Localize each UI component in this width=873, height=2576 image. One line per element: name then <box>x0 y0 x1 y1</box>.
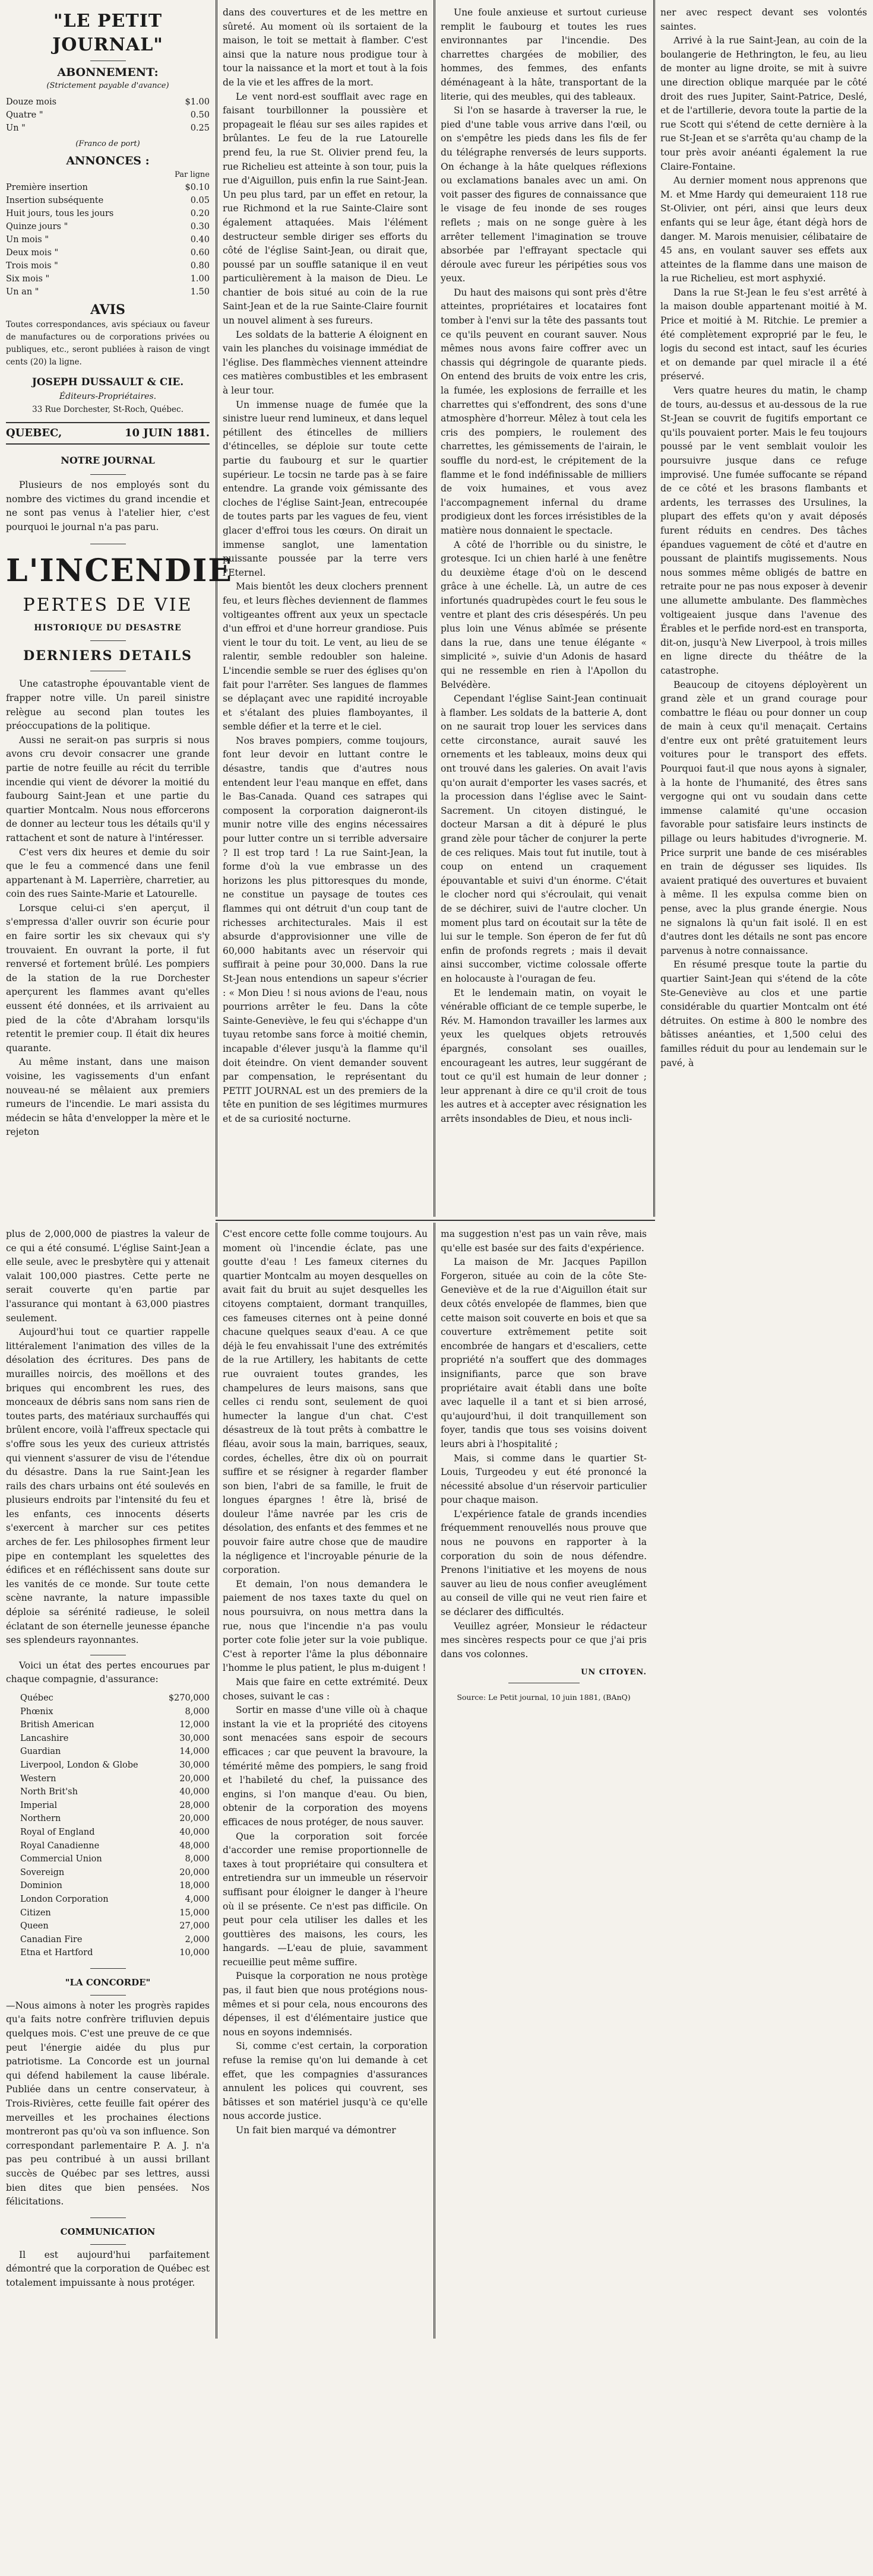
paper-title: "LE PETIT JOURNAL" <box>52 11 163 55</box>
article-paragraph: plus de 2,000,000 de piastres la valeur de ce qui a été consumé. L'église Saint-Jean a elle seule, avec le presbytère qui y attenait valait 100,000 piastres. Cette perte ne serait couverte qu'en partie par l'assurance qui montant à 63,000 piastres seulement. <box>6 1229 210 1324</box>
column-rule <box>434 0 435 1217</box>
table-row: Liverpool, London & Globe 30,000 <box>20 1760 210 1770</box>
article-paragraph: Dans la rue St-Jean le feu s'est arrêté à la maison double appartenant moitié à M. Price et moitié à M. Ritchie. Le premier a été complètement exproprié par le feu, le logis du second est intact, sauf les écuries et on demande par quel miracle il a été préservé. <box>660 287 867 382</box>
dateline-city: QUEBEC, <box>6 427 62 439</box>
article-paragraph: Si l'on se hasarde à traverser la rue, le pied d'une table vous arrive dans l'œil, ou on s'empêtre les pieds dans les fils de fer du télégraphe renversés de leurs supports. On échange à la hâte quelques réflexions ou exclamations banales avec un ami. On voit passer des figures de connaissance que le visage de feu inonde de ses rouges reflets ; mais on ne songe guère à les arrêter tellement l'imagination se trouve absorbée par l'effrayant spectacle qui déroule avec fureur les péripéties sous vos yeux. <box>441 105 647 284</box>
table-row: Western 20,000 <box>20 1774 210 1784</box>
column-3 <box>441 6 647 1217</box>
article-paragraph: C'est vers dix heures et demie du soir que le feu a commencé dans une fenil appartenant à M. Laperrière, charretier, au coin des rues Sainte-Marie et Latourelle. <box>6 846 210 900</box>
source-credit: Source: Le Petit journal, 10 juin 1881, (BAnQ) <box>457 1693 631 1702</box>
article-paragraph: ner avec respect devant ses volontés saintes. <box>660 7 867 32</box>
rate-row: Insertion subséquente 0.05 <box>6 196 210 205</box>
article-paragraph: dans des couvertures et de les mettre en sûreté. Au moment où ils sortaient de la maison, le toit se mettait à flamber. C'est ainsi que la nature nous prodigue tour à tour la naissance et la mort et tout à la fois de la vie et les affres de la mort. <box>223 7 428 88</box>
communication-paragraph: C'est encore cette folle comme toujours. Au moment où l'incendie éclate, pas une goutte d'eau ! Les fameux citernes du quartier Montcalm au moyen desquelles on avait fait du bruit au sujet desquelles les citoyens comptaient, dormant tranquilles, ces fameuses citernes ont à peine donné chacune quelques seaux d'eau. A ce que déjà le feu envahissait l'une des extrémités de la rue Artillery, les habitants de cette rue ouvraient toutes grandes, les champelures de leurs maisons, sans que celles ci rendu sont, seulement de quoi humecter la langue d'un chat. C'est désastreux de là tout prêts à combattre le fléau, avoir sous la main, barriques, seaux, cordes, échelles, être dix où on pourrait suffire et se résigner à regarder flamber son bien, l'abri de sa famille, le fruit de longues épargnes ! être là, brisé de douleur l'âme navrée par les cris de désolation, des enfants et des femmes et ne pouvoir faire autre chose que de maudire la négligence et l'incroyable pénurie de la corporation. <box>223 1229 428 1576</box>
article-paragraph: Vers quatre heures du matin, le champ de tours, au-dessus et au-dessous de la rue St-Jean se couvrit de fugitifs emportant ce qu'ils pouvaient porter. Mais le feu toujours poussé par le vent semblait vouloir les poursuivre jusque dans ce refuge improvisé. Une fumée suffocante se répand de ce côté et les brasons flambants et ardents, les terrasses des Ursulines, la plupart des effets qu'on y avait déposés furent réduits en cendres. Des tâches épandues vaguement de côté et d'autre en poussant de plaintifs mugissements. Nous nous sommes même obligés de battre en retraite pour ne pas nous exposer à devenir une allumette ambulante. Des flammèches voltigeaient jusque dans l'avenue des Érables et le perfide nord-est en transporta, dit-on, jusqu'à New Liverpool, à trois milles en ligne directe du théâtre de la catastrophe. <box>660 385 867 676</box>
publisher-address: 33 Rue Dorchester, St-Roch, Québec. <box>32 405 184 414</box>
communication-heading: COMMUNICATION <box>60 2226 156 2237</box>
rate-row: Deux mois " 0.60 <box>6 248 210 258</box>
column-rule <box>434 1223 435 2339</box>
article-paragraph: Cependant l'église Saint-Jean continuait à flamber. Les soldats de la batterie A, dont on ne saurait trop louer les services dans cette circonstance, aurait sauvé les ornements et les tableaux, moins deux qui ont trouvé dans les galeries. On avait l'avis qu'on aurait d'emporter les vases sacrés, et la procession dans l'église avec le Saint-Sacrement. Un citoyen distingué, le docteur Marsan a dit à dépuré le plus grand zèle pour tâcher de conjurer la perte de ces reliques. Mais tout fut inutile, tout à coup on entend un craquement épouvantable et suivi d'un énorme. C'était le clocher nord qui s'écroulait, qui venait de se déchirer, suivi de l'autre clocher. Un moment plus tard on écoutait sur la tête de lui sur le temple. Son éperon de fer fut dû enfin de profonds regrets ; mais il devait ainsi succomber, victime colossale offerte en holocauste à l'ouragan de feu. <box>441 693 647 984</box>
article-subheading-2: DERNIERS DETAILS <box>23 648 192 664</box>
column-3-lower <box>441 1227 647 1821</box>
column-4 <box>660 6 867 1217</box>
table-row: Queen 27,000 <box>20 1921 210 1931</box>
la-concorde-heading: "LA CONCORDE" <box>65 1977 151 1988</box>
article-paragraph: Et le lendemain matin, on voyait le vénérable officiant de ce temple superbe, le Rév. M. Hamondon travailler les larmes aux yeux les quelques objets retrouvés épargnés, consolant ses ouailles, encourageant les autres, leur suggérant de tout ce qu'il est humain de leur donner ; leur apprenant à dire ce qu'il croit de tous les autres et à accepter avec résignation les arrêts insondables de Dieu, et nous incli- <box>441 987 647 1124</box>
table-row: Commercial Union 8,000 <box>20 1854 210 1864</box>
masthead <box>6 9 210 92</box>
table-row: Canadian Fire 2,000 <box>20 1934 210 1944</box>
communication-paragraph: Un fait bien marqué va démontrer <box>236 2125 396 2136</box>
table-row: London Corporation 4,000 <box>20 1894 210 1904</box>
rate-row: Douze mois $1.00 <box>6 97 210 107</box>
article-paragraph: Mais bientôt les deux clochers prennent feu, et leurs flèches deviennent de flammes voltigeantes offrent aux yeux un spectacle d'un effroi et d'une horreur grandiose. Puis vient le tour du toit. Le vent, au lieu de se ralentir, semble redoubler son haleine. L'incendie semble se ruer des églises qu'on fait pour l'arrêter. Ses langues de flammes se déplaçant avec une rapidité incroyable et s'étalant des pluies flamboyantes, il semble défier et la terre et le ciel. <box>223 581 428 732</box>
column-2 <box>223 6 428 1217</box>
signature: UN CITOYEN. <box>581 1668 647 1677</box>
communication-text: Il est aujourd'hui parfaitement démontré que la corporation de Québec est totalement impuissante à nous protéger. <box>6 2249 210 2288</box>
table-row: Phœnix 8,000 <box>20 1706 210 1717</box>
column-rule <box>216 0 217 1217</box>
table-row: Guardian 14,000 <box>20 1747 210 1757</box>
communication-paragraph: Veuillez agréer, Monsieur le rédacteur mes sincères respects pour ce que j'ai pris dans vos colonnes. <box>441 1620 647 1660</box>
rate-row: Huit jours, tous les jours 0.20 <box>6 209 210 218</box>
la-concorde-text: —Nous aimons à noter les progrès rapides qu'a faits notre confrère trifluvien depuis quelques mois. C'est une preuve de ce que peut l'énergie aidée du plus pur patriotisme. La Concorde est un journal qui défend habilement la cause libérale. Publiée dans un centre conservateur, à Trois-Rivières, cette feuille fait opérer des merveilles et les prochaines élections montreront pas qu'où va son influence. Son correspondant parlementaire P. A. J. n'a pas peu contribué à un aussi brillant succès de Québec par ses lettres, aussi bien dites que bien pensées. Nos félicitations. <box>6 2000 210 2207</box>
table-row: Citizen 15,000 <box>20 1908 210 1918</box>
avis-text: Toutes correspondances, avis spéciaux ou faveur de manufactures ou de corporations privées ou publiques, etc., seront publiées à raison de vingt cents (20) la ligne. <box>6 320 210 367</box>
annonces-heading: ANNONCES : <box>66 154 150 167</box>
article-paragraph: Lorsque celui-ci s'en aperçut, il s'empressa d'aller ouvrir son écurie pour en faire sortir les six chevaux qui s'y trouvaient. En ouvrant la porte, il fut renversé et fortement brûlé. Les pompiers de la station de la rue Dorchester aperçurent les flammes avant qu'elles eussent été données, et ils arrivaient au pied de la côte d'Abraham lorsqu'ils retentit le premier coup. Il était dix heures quarante. <box>6 902 210 1054</box>
article-paragraph: Beaucoup de citoyens déployèrent un grand zèle et un grand courage pour combattre le fléau ou pour donner un coup de main à ceux qu'il menaçait. Certains d'entre eux ont prêté gratuitement leurs voitures pour le transport des effets. Pourquoi faut-il que nous ayons à signaler, à la honte de l'humanité, des êtres sans vergogne qui ont vu soudain dans cette immense calamité qu'une occasion favorable pour satisfaire leurs instincts de pillage ou leurs habitudes d'ivrognerie. M. Price surprit une bande de ces misérables en train de dégusser ses liquides. Ils avaient pratiqué des ouvertures et buvaient à même. Il les expulsa comme bien on pense, avec la plus grande énergie. Nous ne signalons là qu'un fait isolé. Il en est d'autres dont les détails ne sont pas encore parvenus à notre connaissance. <box>660 679 867 956</box>
communication-paragraph: L'expérience fatale de grands incendies fréquemment renouvellés nous prouve que nous ne pouvons en rapporter à la corporation du soin de nous défendre. Prenons l'initiative et les moyens de nous sauver au lieu de nous confier aveuglément au conseil de ville qui ne veut rien faire et se déclarer des difficultés. <box>441 1508 647 1618</box>
table-row: Etna et Hartford 10,000 <box>20 1948 210 1958</box>
article-paragraph: Le vent nord-est soufflait avec rage en faisant tourbillonner la poussière et propageait le fléau sur ses ailes rapides et brûlantes. Le feu de la rue Latourelle prend feu, la rue St. Olivier prend feu, la rue Richelieu est atteinte à son tour, puis la rue d'Aiguillon, puis enfin la rue Saint-Jean. Un peu plus tard, par un effet en retour, la rue Richmond et la rue Sainte-Claire sont également attaquées. Mais l'élément destructeur semble diriger ses efforts du côté de l'église Saint-Jean, ou dirait que, poussé par un souffle satanique il en veut particulièrement à la maison de Dieu. Le chantier de bois situé au coin de la rue Saint-Jean et de la rue Sainte-Claire fournit un nouvel aliment à ses fureurs. <box>223 91 428 326</box>
rate-row: Six mois " 1.00 <box>6 274 210 284</box>
dateline <box>6 422 210 445</box>
table-row: Imperial 28,000 <box>20 1800 210 1810</box>
notre-journal-text: Plusieurs de nos employés sont du nombre des victimes du grand incendie et ne sont pas venus à l'atelier hier, c'est pourquoi le journal n'a pas paru. <box>6 480 210 532</box>
table-row: Québec $270,000 <box>20 1693 210 1703</box>
publisher-name: JOSEPH DUSSAULT & CIE. <box>31 376 184 388</box>
article-paragraph: Les soldats de la batterie A éloignent en vain les planches du voisinage immédiat de l'église. Des flammèches viennent atteindre ces matières combustibles et les embrasent à leur tour. <box>223 329 428 396</box>
article-paragraph: Un immense nuage de fumée que la sinistre lueur rend lumineux, et dans lequel pétillent des étincelles de milliers d'étincelles, se déploie sur toute cette partie du faubourg et sur le quartier supérieur. Le tocsin ne tarde pas à se faire entendre. La grande voix gémissante des cloches de l'église Saint-Jean, entrecoupée de toutes parts par les vagues de feu, vient glacer d'effroi tous les cœurs. On dirait un immense sanglot, une lamentation puissante poussée par la terre vers l'Eternel. <box>223 399 428 578</box>
column-1-lower <box>6 1227 210 2288</box>
notre-journal-heading: NOTRE JOURNAL <box>61 455 155 466</box>
article-paragraph: Aussi ne serait-on pas surpris si nous avons cru devoir consacrer une grande partie de notre feuille au récit du terrible incendie qui vient de dévorer la moitié du faubourg Saint-Jean et une partie du quartier Montcalm. Nous nous efforcerons de donner au lecteur tous les détails qu'il y rattachent et sont de nature à l'intéresser. <box>6 734 210 843</box>
communication-paragraph: Sortir en masse d'une ville où à chaque instant la vie et la propriété des citoyens sont menacées sans espoir de secours efficaces ; car que peuvent la bravoure, la témérité même des pompiers, le sang froid et l'habileté du chef, la puissance des engins, si l'on manque d'eau. Ou bien, obtenir de la corporation des moyens efficaces de nous protéger, de nous sauver. <box>223 1705 428 1828</box>
table-row: Northern 20,000 <box>20 1814 210 1824</box>
table-row: British American 12,000 <box>20 1720 210 1730</box>
article-subtitle: PERTES DE VIE <box>23 595 193 616</box>
table-row: Dominion 18,000 <box>20 1881 210 1891</box>
section-rule <box>216 1220 655 1221</box>
article-paragraph: Arrivé à la rue Saint-Jean, au coin de la boulangerie de Hethrington, le feu, au lieu de monter au ligne droite, se mit à suivre une direction oblique marquée par le côté droit des rues Jupiter, Saint-Patrice, Deslé, et de l'artillerie, devora toute la partie de la rue Scott qui s'étend de cette dernière à la rue St-Jean et se s'arrêta qu'au champ de la tour près avoir anéanti également la rue Claire-Fontaine. <box>660 35 867 172</box>
table-row: Sovereign 20,000 <box>20 1867 210 1877</box>
rate-row: Trois mois " 0.80 <box>6 261 210 271</box>
article-paragraph: A côté de l'horrible ou du sinistre, le grotesque. Ici un chien harlé à une fenêtre du deuxième étage d'où on le descend grâce à une échelle. Là, un autre de ces infortunés quadrupèdes court le feu sous le ventre et plant des cris désespérés. Un peu plus loin une Vénus abîmée se présente dans la rue, dans une tenue élégante « simplicité », suivie d'un Adonis de hasard qui ne ressemble en rien à l'Apollon du Belvédère. <box>441 539 647 690</box>
rate-row: Un an " 1.50 <box>6 287 210 297</box>
article-paragraph: Nos braves pompiers, comme toujours, font leur devoir en luttant contre le désastre, tandis que d'autres nous entendent leur l'eau manque en effet, dans le Bas-Canada. Quand ces satrapes qui composent la corporation daigneront-ils munir notre ville des engins nécessaires pour lutter contre un si terrible adversaire ? Il est trop tard ! La rue Saint-Jean, la forme d'où la vue embrasse un des horizons les plus pittoresques du monde, ne constitue un paysage de toutes ces flammes qui ont détruit d'un coup tant de richesses architecturales. Mais il est absurde d'approvisionner une ville de 60,000 habitants avec un réservoir qui suffirait à peine pour 30,000. Dans la rue St-Jean nous entendions un sapeur s'écrier : « Mon Dieu ! si nous avions de l'eau, nous pourrions arrêter le feu. Dans la côte Sainte-Geneviève, le feu qui s'échappe d'un tuyau retombe sans force à moitié chemin, incapable d'élever jusqu'à la flamme qu'il doit éteindre. On vient demander souvent par compensation, le représentant du PETIT JOURNAL est un des premiers de la tête en punition de ses légitimes murmures et de sa curiosité nocturne. <box>223 735 428 1124</box>
communication-paragraph: Si, comme c'est certain, la corporation refuse la remise qu'on lui demande à cet effet, que les compagnies d'assurances annulent les polices qui couvrent, ses bâtisses et son matériel jusqu'à ce qu'elle nous accorde justice. <box>223 2041 428 2122</box>
communication-paragraph: Et demain, l'on nous demandera le paiement de nos taxes taxte du quel on nous poursuivra, on nous mettra dans la rue, nous que l'incendie n'a pas voulu porter cote folie jeter sur la voie publique. C'est à reporter l'âme la plus débonnaire l'homme le plus patient, le plus m-duigent ! <box>223 1578 428 1674</box>
article-paragraph: En résumé presque toute la partie du quartier Saint-Jean qui s'étend de la côte Ste-Geneviève au clos et une partie considérable du quartier Montcalm ont été détruites. On estime à 800 le nombre des bâtisses anéanties, et 1,500 celui des familles réduit du pour au lendemain sur le pavé, à <box>660 959 867 1068</box>
publisher-role: Éditeurs-Propriétaires. <box>59 392 157 401</box>
communication-paragraph: Mais, si comme dans le quartier St-Louis, Turgeodeu y eut été prononcé la nécessité absolue d'un réservoir particulier pour chaque maison. <box>441 1452 647 1506</box>
column-rule <box>653 0 655 1217</box>
table-row: Royal Canadienne 48,000 <box>20 1841 210 1851</box>
communication-paragraph: La maison de Mr. Jacques Papillon Forgeron, située au coin de la côte Ste-Geneviève et de la rue d'Aiguillon était sur deux côtés envelopée de flammes, bien que cette maison soit couverte en bois et que sa couverture extrêmement petite soit encombrée de hangars et d'escaliers, cette propriété n'a souffert que des dommages insignifiants, parce que son brave propriétaire avait établi dans une boîte avec laquelle il a tant et si bien arrosé, qu'aujourd'hui, il doit tranquillement son foyer, tandis que tous ses voisins doivent leurs abri à l'hospitalité ; <box>441 1257 647 1449</box>
par-ligne-label: Par ligne <box>175 170 210 179</box>
rate-row: Un " 0.25 <box>6 123 210 133</box>
table-row: Lancashire 30,000 <box>20 1733 210 1743</box>
article-title: L'INCENDIE <box>6 553 233 589</box>
rate-row: Un mois " 0.40 <box>6 235 210 245</box>
article-paragraph: Une catastrophe épouvantable vient de frapper notre ville. Un pareil sinistre relègue au second plan toutes les préoccupations de la politique. <box>6 678 210 732</box>
article-subheading: HISTORIQUE DU DESASTRE <box>34 623 182 633</box>
subscription-rates <box>6 96 210 135</box>
franco-note: (Franco de port) <box>75 139 140 148</box>
communication-paragraph: ma suggestion n'est pas un vain rêve, mais qu'elle est basée sur des faits d'expérience. <box>441 1229 647 1254</box>
table-row: Royal of England 40,000 <box>20 1827 210 1837</box>
abonnement-note: (Strictement payable d'avance) <box>46 81 169 90</box>
insurance-table <box>6 1692 210 1960</box>
avis-heading: AVIS <box>90 302 125 318</box>
article-paragraph: Une foule anxieuse et surtout curieuse remplit le faubourg et toutes les rues environnantes par l'incendie. Des charrettes chargées de mobilier, des hommes, des femmes, des enfants déménageant à la hâte, transportant de la literie, qui des meubles, qui des tableaux. <box>441 7 647 102</box>
rate-row: Quatre " 0.50 <box>6 110 210 120</box>
column-1 <box>6 6 233 1222</box>
column-rule <box>216 1223 217 2339</box>
column-2-lower <box>223 1227 428 2331</box>
communication-paragraph: Mais que faire en cette extrémité. Deux choses, suivant le cas : <box>223 1677 428 1702</box>
abonnement-heading: ABONNEMENT: <box>57 66 159 79</box>
insurance-intro: Voici un état des pertes encourues par chaque compagnie, d'assurance: <box>6 1660 210 1685</box>
communication-paragraph: Puisque la corporation ne nous protège pas, il faut bien que nous protégions nous-mêmes et si pour cela, nous encourons des dépenses, il est d'élémentaire justice que nous en soyons indemnisés. <box>223 1971 428 2038</box>
article-paragraph: Au dernier moment nous apprenons que M. et Mme Hardy qui demeuraient 118 rue St-Olivier, ont péri, ainsi que leurs deux enfants qui se leur âge, étant dégà hors de danger. M. Marois menuisier, célibataire de 45 ans, en voulant sauver ses effets aux atteintes de la flamme dans une maison de la rue Richelieu, est mort asphyxié. <box>660 175 867 284</box>
communication-paragraph: Que la corporation soit forcée d'accorder une remise proportionnelle de taxes à tout propriétaire qui consultera et entretiendra sur un immeuble un réservoir suffisant pour éloigner le danger à l'heure où il se présente. Ce n'est pas difficile. On peut pour cela utiliser les dalles et les gouttières des maisons, les cours, les hangards. —L'eau de pluie, savamment recueillie peut même suffire. <box>223 1831 428 1968</box>
article-paragraph: Du haut des maisons qui sont près d'être atteintes, propriétaires et locataires font tomber à l'envi sur la tête des passants tout ce qu'ils peuvent en courant sauver. Nous mêmes nous avons faire coffrer avec un chassis qui dégringole de quarante pieds. On entend des bruits de voix entre les cris, la fumée, les explosions de ferraille et les charrettes qui s'effondrent, des sons d'une atmosphère d'horreur. Mêlez à tout cela les cris des pompiers, le roulement des charrettes, les gémissements de l'airain, le souffle du nord-est, le crépitement de la flamme et le fond indéfinissable de milliers de voix humaines, et vous avez l'accompagnement infernal du drame prodigieux dont les forces irrésistibles de la matière nous donnaient le spectacle. <box>441 287 647 536</box>
article-paragraph: Aujourd'hui tout ce quartier rappelle littéralement l'animation des villes de la désolation des écritures. Des pans de murailles noircis, des moëllons et des briques qui encombrent les rues, des monceaux de débris sans nom sans rien de toutes parts, des matériaux surchauffés qui brûlent encore, voilà l'affreux spectacle qui s'offre sous les yeux des curieux attristés qui viennent s'assurer de visu de l'étendue du désastre. Dans la rue Saint-Jean les rails des chars urbains ont été soulevés en plusieurs endroits par l'intensité du feu et les enfants, ces innocents déserts s'exercent à marcher sur ces petites arches de fer. Les philosophes firment leur pipe en contemplant les squelettes des édifices et en réfléchissent sans doute sur les vanités de ce monde. Sur toute cette scène navrante, la nature impassible déploie sa sérénité radieuse, le soleil éclatant de son éternelle jeunesse épanche ses splendeurs rayonnantes. <box>6 1327 210 1646</box>
article-paragraph: Au même instant, dans une maison voisine, les vagissements d'un enfant nouveau-né se mêlaient aux premiers rumeurs de l'incendie. Le mari assista du médecin se hâta d'envelopper la mère et le rejeton <box>6 1057 210 1138</box>
rate-row: Quinze jours " 0.30 <box>6 222 210 231</box>
rate-row: Première insertion $0.10 <box>6 183 210 192</box>
ad-rates <box>6 181 210 299</box>
table-row: North Brit'sh 40,000 <box>20 1787 210 1797</box>
dateline-date: 10 JUIN 1881. <box>124 427 210 439</box>
